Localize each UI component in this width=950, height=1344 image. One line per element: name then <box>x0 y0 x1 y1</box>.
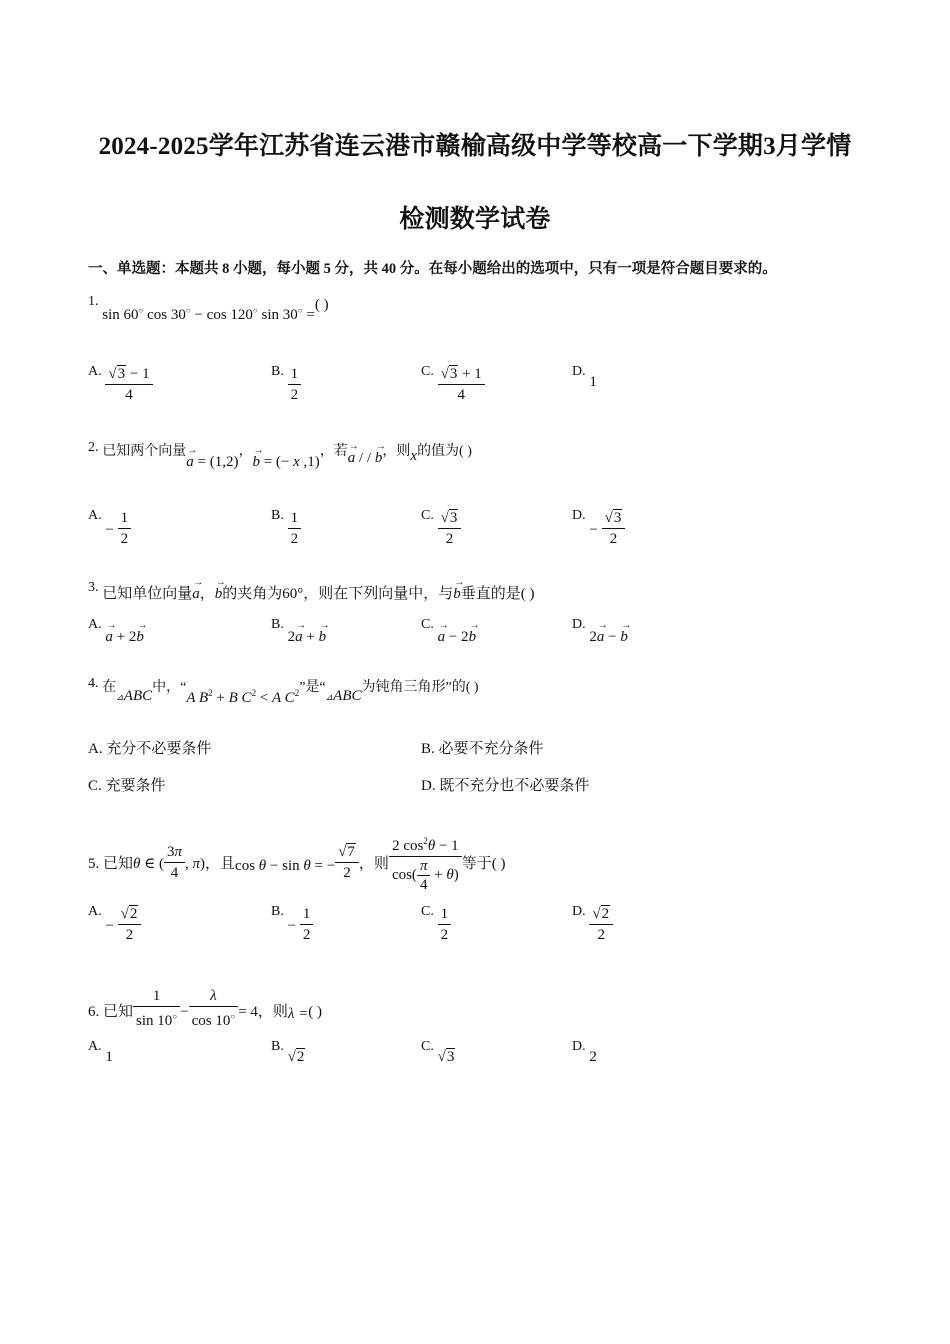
q4-option-d[interactable]: D. 既不充分也不必要条件 <box>421 778 590 794</box>
page-title-line2: 检测数学试卷 <box>399 206 551 233</box>
question-number: 3. <box>88 580 99 595</box>
q5-option-b[interactable]: B. − $\frac{1}{2}$ <box>271 906 313 947</box>
q5-option-d[interactable]: D. $\frac{√2}{2}$ <box>572 906 613 947</box>
q1-option-c-fraction: $\frac{√3 + 1}{4}$ <box>438 364 485 405</box>
q2-option-c[interactable]: C. $\frac{√3}{2}$ <box>421 510 461 551</box>
q5-option-c[interactable]: C. $\frac{1}{2}$ <box>421 906 451 947</box>
q6-option-a[interactable]: A. 1 <box>88 1039 113 1065</box>
question-1-math: sin 60○ cos 30○ − cos 120○ sin 30○ = <box>102 306 315 323</box>
question-4: 4. 在⊿ABC中，“A $B^2 + B$ $C^2 < A$ $C^2$”是“⊿ABC为钝角三角形”的( ) <box>88 676 479 706</box>
q3-option-d[interactable]: D. 2→ a − → b <box>572 619 628 636</box>
question-3 <box>88 582 535 603</box>
q6-option-b[interactable]: B. √2 <box>271 1039 305 1065</box>
question-1 <box>88 294 329 323</box>
q3-option-b[interactable]: B. 2→ a + → b <box>271 619 326 636</box>
section-heading: 一、单选题：本题共 8 小题，每小题 5 分，共 40 分。在每小题给出的选项中，只有一项是符合题目要求的。 <box>88 261 777 277</box>
question-1-tail: ( ) <box>314 297 329 313</box>
question-number: 5. <box>88 855 100 872</box>
q1-option-a-fraction: $\frac{√3 - 1}{4}$ <box>105 364 152 405</box>
question-5: 5. 已知θ ∈ ( $\frac{3\pi}{4}$ , π)，且cos θ − sin θ = − $\frac{√7}{2}$ ，则 2 $\cos^2\theta - 1$ cos( $\frac{\pi}{4}$ + θ) 等于( ) <box>88 809 506 872</box>
q2-option-b[interactable]: B. $\frac{1}{2}$ <box>271 510 301 551</box>
q2-option-a[interactable]: A. − $\frac{1}{2}$ <box>88 510 131 551</box>
q3-option-c[interactable]: C. → a − 2→ b <box>421 619 476 636</box>
range-fraction: $\frac{3\pi}{4}$ <box>164 842 185 883</box>
q3-option-a[interactable]: A. → a + 2→ b <box>88 619 144 636</box>
q1-option-b-fraction: $\frac{1}{2}$ <box>288 364 302 405</box>
question-number: 4. <box>88 676 99 691</box>
q2-option-d[interactable]: D. − $\frac{√3}{2}$ <box>572 510 625 551</box>
fraction-1-over-sin10: $\frac{1}{\sin 10^○}$ <box>133 986 180 1031</box>
question-number: 2. <box>88 440 99 455</box>
q4-option-a[interactable]: A. 充分不必要条件 <box>88 741 212 757</box>
page-title-line1: 2024-2025学年江苏省连云港市赣榆高级中学等校高一下学期3月学情 <box>98 133 852 160</box>
fraction-lambda-over-cos10: $\frac{\lambda}{\cos 10^○}$ <box>189 986 239 1031</box>
q1-option-c[interactable]: C. $\frac{√3 + 1}{4}$ <box>421 366 485 407</box>
parallel-condition: → a / / → b <box>348 450 383 466</box>
question-4-inequality: A $B^2 + B$ $C^2 < A$ $C^2$ <box>186 688 300 706</box>
question-number: 1. <box>88 294 99 309</box>
question-6: 6. 已知 $\frac{1}{\sin 10^○}$ − $\frac{\lambda}{\cos 10^○}$ = 4，则λ =( ) <box>88 988 323 1029</box>
cond-fraction: $\frac{√7}{2}$ <box>335 842 359 883</box>
q1-option-a[interactable]: A. $\frac{√3 - 1}{4}$ <box>88 366 153 407</box>
q6-option-c[interactable]: C. √3 <box>421 1039 455 1065</box>
q4-option-b[interactable]: B. 必要不充分条件 <box>421 741 544 757</box>
q4-option-c[interactable]: C. 充要条件 <box>88 778 166 794</box>
question-2: 2. 已知两个向量→ a = (1,2)，→ b = (− x ,1)，若→ a / / → b，则x的值为( ) <box>88 442 472 462</box>
q1-option-b[interactable]: B. $\frac{1}{2}$ <box>271 366 301 407</box>
question-number: 6. <box>88 1003 100 1020</box>
q5-option-a[interactable]: A. − $\frac{√2}{2}$ <box>88 906 141 947</box>
vector-b-definition: → b = (− x ,1) <box>252 454 319 470</box>
question-3-stem: 已知单位向量→ a，→ b的夹角为60°，则在下列向量中，与→ b垂直的是( ) <box>102 586 534 602</box>
q1-option-d[interactable]: D. 1 <box>572 364 597 390</box>
q6-option-d[interactable]: D. 2 <box>572 1039 597 1065</box>
expression-fraction: 2 $\cos^2\theta - 1$ cos( $\frac{\pi}{4}$ + θ) <box>389 831 462 894</box>
vector-a-definition: → a = (1,2) <box>186 454 238 470</box>
